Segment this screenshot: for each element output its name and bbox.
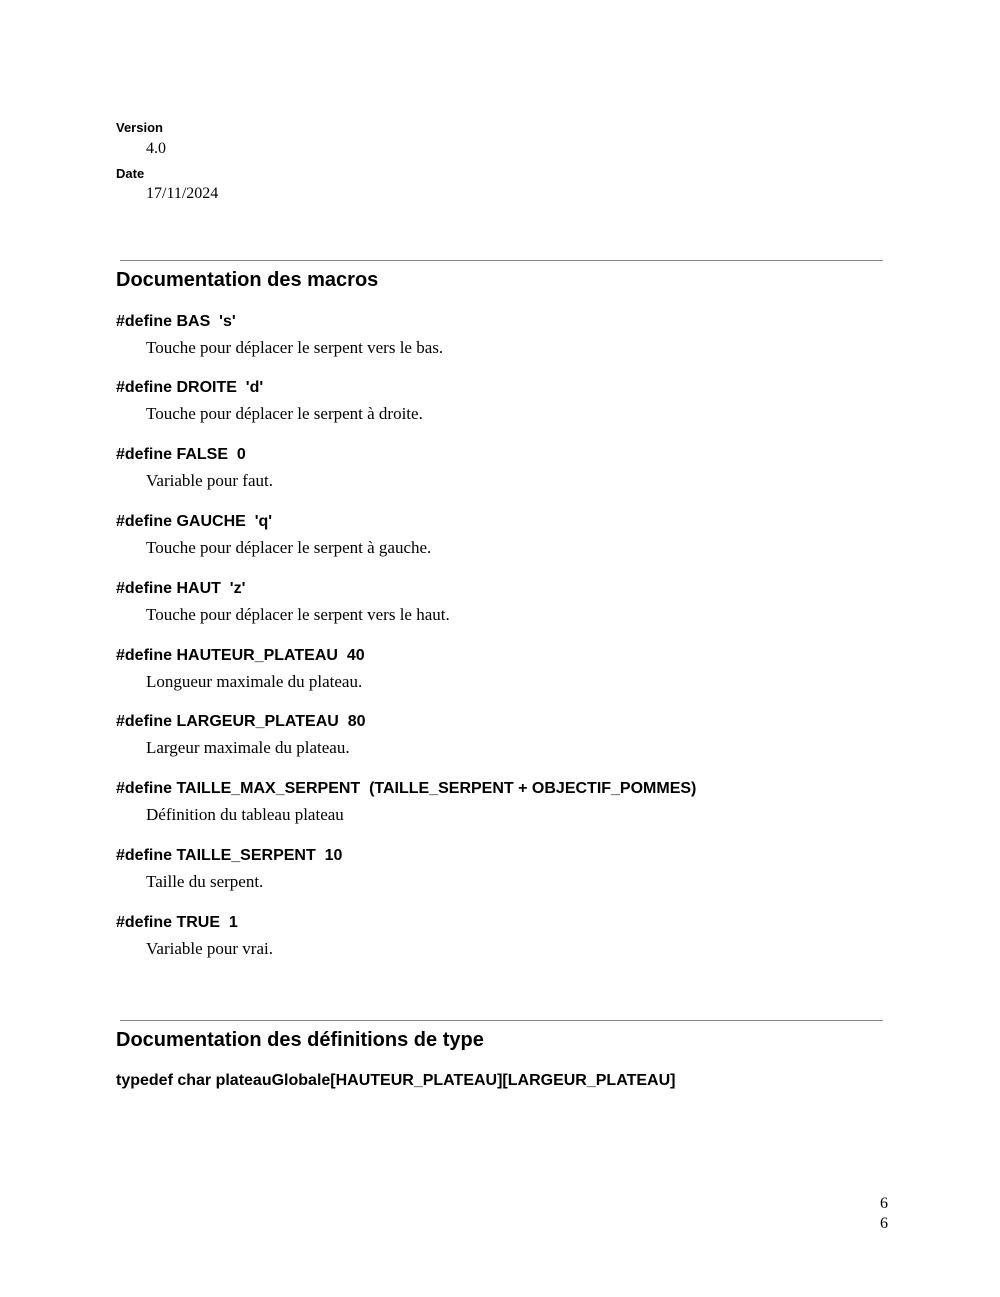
typedef-definition: typedef char plateauGlobale[HAUTEUR_PLATEAU][LARGEUR_PLATEAU] (116, 1072, 676, 1089)
macro-entry (116, 779, 896, 825)
macro-definition: #define BAS 's' (116, 313, 236, 330)
macro-description: Longueur maximale du plateau. (146, 672, 363, 691)
macro-definition: #define TAILLE_SERPENT 10 (116, 847, 343, 864)
macro-description: Variable pour vrai. (146, 939, 273, 958)
macro-entry (116, 512, 896, 558)
date-label: Date (116, 166, 145, 181)
macro-description: Touche pour déplacer le serpent à droite. (146, 404, 423, 423)
macro-description: Touche pour déplacer le serpent vers le bas. (146, 338, 444, 357)
version-label: Version (116, 120, 163, 135)
section-divider (120, 260, 883, 261)
macro-definition: #define HAUTEUR_PLATEAU 40 (116, 647, 365, 664)
macro-definition: #define TRUE 1 (116, 914, 238, 931)
date-value: 17/11/2024 (146, 185, 219, 202)
macro-entry (116, 913, 896, 959)
typedef-section-title: Documentation des définitions de type (116, 1029, 484, 1051)
macro-description: Touche pour déplacer le serpent à gauche. (146, 538, 432, 557)
macro-definition: #define GAUCHE 'q' (116, 513, 273, 530)
version-value: 4.0 (146, 140, 166, 157)
macro-description: Largeur maximale du plateau. (146, 738, 350, 757)
macro-definition: #define TAILLE_MAX_SERPENT (TAILLE_SERPENT + OBJECTIF_POMMES) (116, 780, 697, 797)
macro-entry (116, 646, 896, 692)
macro-description: Taille du serpent. (146, 872, 264, 891)
macro-description: Variable pour faut. (146, 471, 273, 490)
macro-definition: #define HAUT 'z' (116, 580, 246, 597)
macro-entry (116, 846, 896, 892)
macro-entry (116, 445, 896, 491)
page-number: 6 (880, 1215, 888, 1232)
macro-definition: #define LARGEUR_PLATEAU 80 (116, 713, 366, 730)
page-number: 6 (880, 1195, 888, 1212)
macro-description: Touche pour déplacer le serpent vers le haut. (146, 605, 450, 624)
section-divider (120, 1020, 883, 1021)
macro-entry (116, 579, 896, 625)
macro-definition: #define FALSE 0 (116, 446, 246, 463)
macro-definition: #define DROITE 'd' (116, 379, 264, 396)
macro-description: Définition du tableau plateau (146, 805, 344, 824)
macros-section-title: Documentation des macros (116, 269, 379, 291)
macro-entry (116, 378, 896, 424)
macro-entry (116, 712, 896, 758)
macro-entry (116, 312, 896, 358)
